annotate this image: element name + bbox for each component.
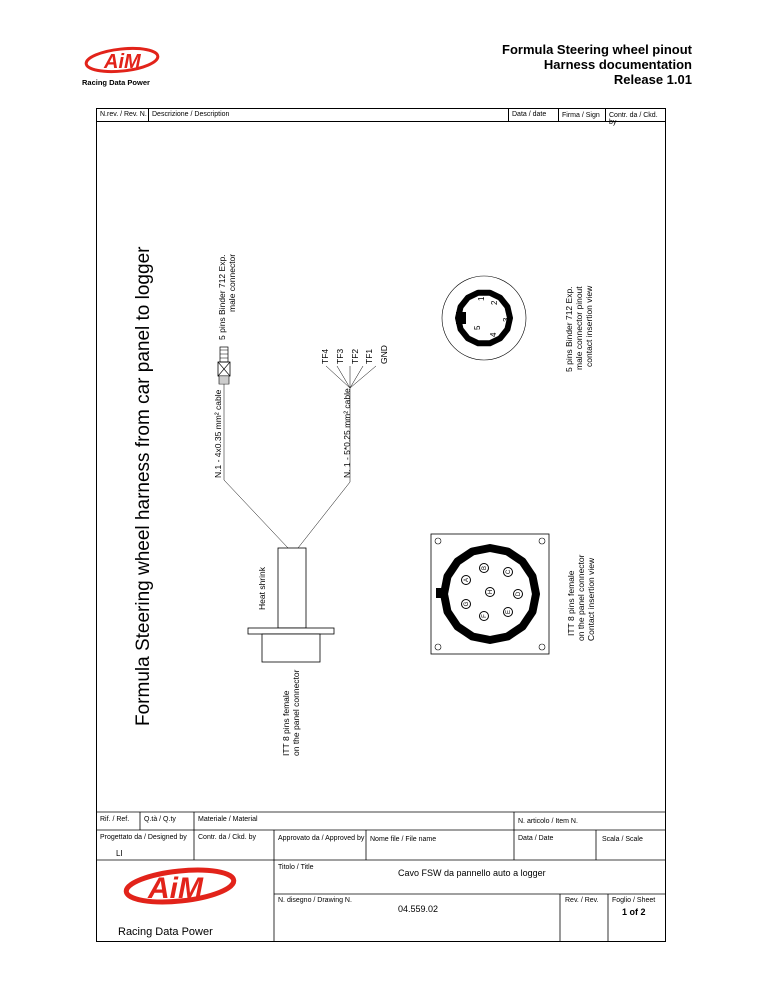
checked-label: Contr. da / Ckd. by — [198, 834, 256, 841]
itt-pin-a: A — [461, 575, 471, 585]
wire-tf4: TF4 — [320, 348, 330, 364]
sheet-value: 1 of 2 — [622, 907, 646, 917]
rev-label: Rev. / Rev. — [565, 897, 599, 904]
heat-shrink-label: Heat shrink — [257, 567, 267, 610]
itt-view-label-1: ITT 8 pins female — [566, 570, 576, 636]
ref-label: Rif. / Ref. — [100, 816, 130, 823]
date-label: Data / Date — [518, 835, 554, 842]
header-logo — [78, 42, 178, 90]
cable-2-label: N. 1 - 5*0.25 mm² cable — [342, 388, 352, 478]
binder-view-label-1: 5 pins Binder 712 Exp. — [564, 286, 574, 372]
logo-brand-large: AiM — [148, 872, 203, 905]
wire-gnd: GND — [379, 345, 389, 364]
binder-connector-label-1: 5 pins Binder 712 Exp. — [217, 254, 227, 340]
binder-view-label-3: contact insertion view — [584, 285, 594, 367]
itt-pin-f: F — [479, 611, 489, 621]
itt-connector-label-1: ITT 8 pins female — [281, 690, 291, 756]
itt-view-label-2: on the panel connector — [576, 554, 586, 641]
sign-header: Firma / Sign — [562, 112, 600, 119]
binder-pin-5: 5 — [473, 325, 482, 330]
filename-label: Nome file / File name — [370, 836, 437, 843]
title-label: Titolo / Title — [278, 864, 314, 871]
binder-pin-2: 2 — [490, 300, 499, 305]
wire-tf1: TF1 — [364, 348, 374, 364]
sheet-label: Foglio / Sheet — [612, 897, 656, 904]
header-logo-tagline: Racing Data Power — [82, 78, 150, 87]
rev-header: N.rev. / Rev. N. — [100, 111, 147, 118]
itt-pin-g: G — [461, 599, 471, 609]
logo-brand: AiM — [104, 51, 141, 73]
designed-label: Progettato da / Designed by — [100, 834, 187, 841]
drawing-number-label: N. disegno / Drawing N. — [278, 897, 352, 904]
itt-pin-d: D — [513, 589, 523, 599]
wire-tf3: TF3 — [335, 348, 345, 364]
aim-logo-large-icon — [104, 864, 264, 920]
itt-connector-label-2: on the panel connector — [291, 669, 301, 756]
description-header: Descrizione / Description — [152, 111, 230, 118]
title-block-logo — [104, 864, 264, 940]
binder-view-label-2: male connector pinout — [574, 286, 584, 370]
approved-label: Approvato da / Approved by — [278, 835, 365, 842]
itt-view-label-3: Contact insertion view — [586, 557, 596, 641]
wire-tf2: TF2 — [350, 348, 360, 364]
drawing-title: Formula Steering wheel harness from car panel to logger — [133, 246, 154, 726]
title-block-logo-tagline: Racing Data Power — [118, 926, 213, 938]
itt-pin-h: H — [485, 587, 495, 597]
revision-table — [96, 108, 666, 126]
material-label: Materiale / Material — [198, 816, 258, 823]
itt-pin-e: E — [503, 607, 513, 617]
header-line-2: Harness documentation — [543, 57, 692, 72]
drawing-frame — [96, 108, 666, 942]
qty-label: Q.tà / Q.ty — [144, 816, 176, 823]
date-header: Data / date — [512, 111, 547, 118]
scale-label: Scala / Scale — [602, 836, 643, 843]
cable-1-label: N.1 - 4x0.35 mm² cable — [213, 389, 223, 478]
binder-connector-label-2: male connector — [227, 253, 237, 312]
item-label: N. articolo / Item N. — [518, 818, 578, 825]
binder-pin-3: 3 — [502, 317, 511, 322]
itt-pin-b: B — [479, 563, 489, 573]
itt-pin-c: C — [503, 567, 513, 577]
binder-pin-1: 1 — [477, 296, 486, 301]
header-line-1: Formula Steering wheel pinout — [502, 42, 692, 57]
checked-header: Contr. da / Ckd. by — [609, 112, 658, 126]
header-title — [502, 42, 692, 87]
drawing-number-value: 04.559.02 — [398, 904, 439, 914]
binder-pin-4: 4 — [489, 332, 498, 337]
header-line-3: Release 1.01 — [613, 72, 692, 87]
title-value: Cavo FSW da pannello auto a logger — [398, 868, 546, 878]
designer-value: LI — [116, 849, 123, 858]
